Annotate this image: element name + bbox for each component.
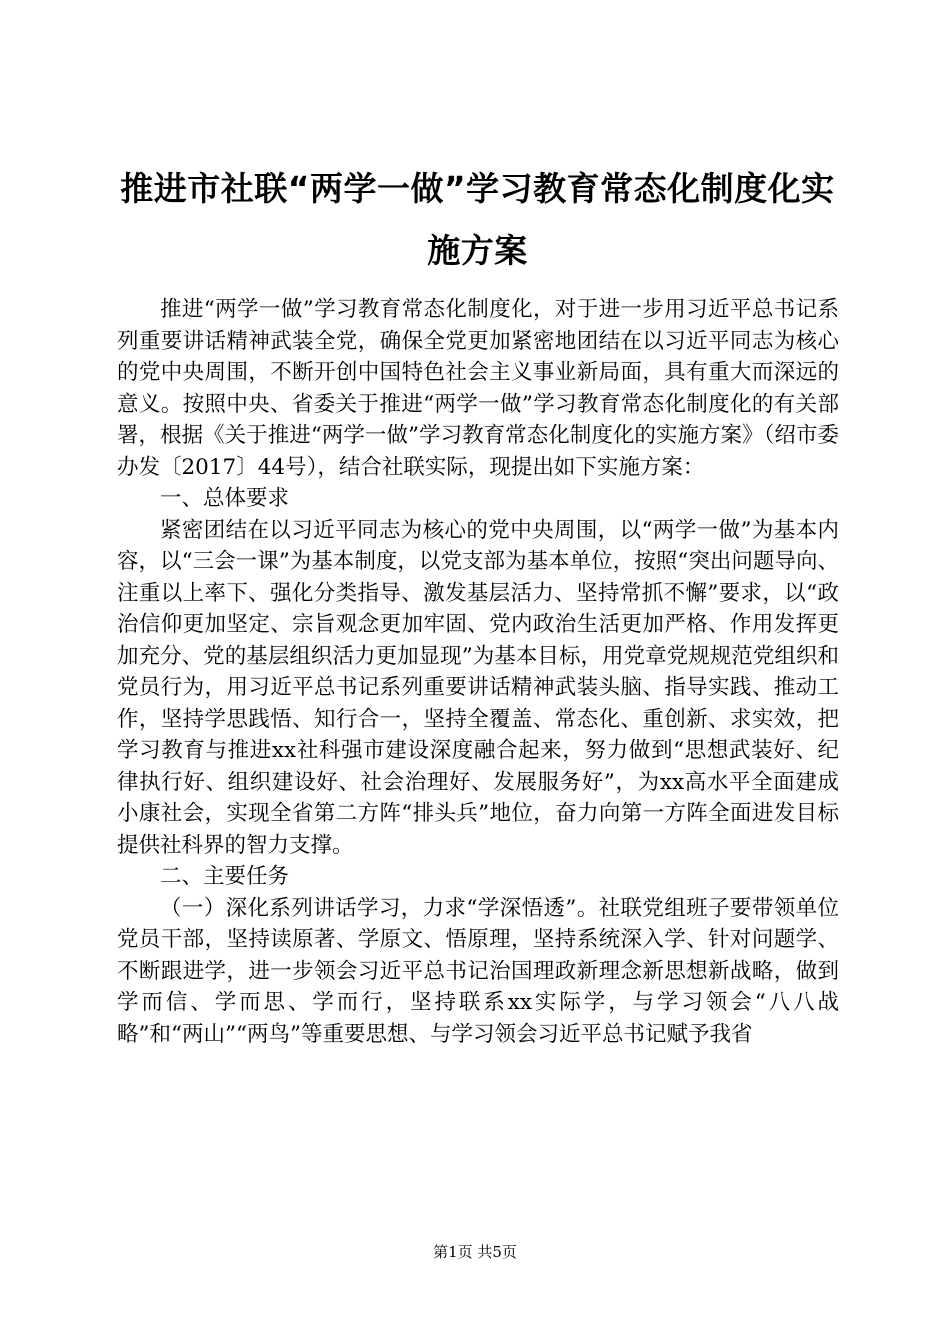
document-body (117, 294, 839, 1050)
section-heading-general-requirements: 一、总体要求 (160, 486, 290, 511)
page-footer: 第1页 共5页 (433, 1243, 517, 1261)
paragraph-intro: 推进“两学一做”学习教育常态化制度化，对于进一步用习近平总书记系列重要讲话精神武装全党，确保全党更加紧密地团结在以习近平同志为核心的党中央周围，不断开创中国特色社会主义事业新局面，具有重大而深远的意义。按照中央、省委关于推进“两学一做”学习教育常态化制度化的有关部署，根据《关于推进“两学一做”学习教育常态化制度化的实施方案》（绍市委办发〔2017〕44号），结合社联实际，现提出如下实施方案： (117, 297, 839, 480)
paragraph-general-requirements: 紧密团结在以习近平同志为核心的党中央周围，以“两学一做”为基本内容，以“三会一课”为基本制度，以党支部为基本单位，按照“突出问题导向、注重以上率下、强化分类指导、激发基层活力、坚持常抓不懈”要求，以“政治信仰更加坚定、宗旨观念更加牢固、党内政治生活更加严格、作用发挥更加充分、党的基层组织活力更加显现”为基本目标，用党章党规规范党组织和党员行为，用习近平总书记系列重要讲话精神武装头脑、指导实践、推动工作，坚持学思践悟、知行合一，坚持全覆盖、常态化、重创新、求实效，把学习教育与推进xx社科强市建设深度融合起来，努力做到“思想武装好、纪律执行好、组织建设好、社会治理好、发展服务好”，为xx高水平全面建成小康社会，实现全省第二方阵“排头兵”地位，奋力向第一方阵全面进发目标提供社科界的智力支撑。 (117, 517, 839, 858)
paragraph-task-one: （一）深化系列讲话学习，力求“学深悟透”。社联党组班子要带领单位党员干部，坚持读原著、学原文、悟原理，坚持系统深入学、针对问题学、不断跟进学，进一步领会习近平总书记治国理政新理念新思想新战略，做到学而信、学而思、学而行，坚持联系xx实际学，与学习领会“八八战略”和“两山”“两鸟”等重要思想、与学习领会习近平总书记赋予我省 (117, 895, 839, 1047)
document-title: 推进市社联“两学一做”学习教育常态化制度化实施方案 (120, 169, 835, 270)
section-heading-main-tasks: 二、主要任务 (160, 864, 290, 889)
